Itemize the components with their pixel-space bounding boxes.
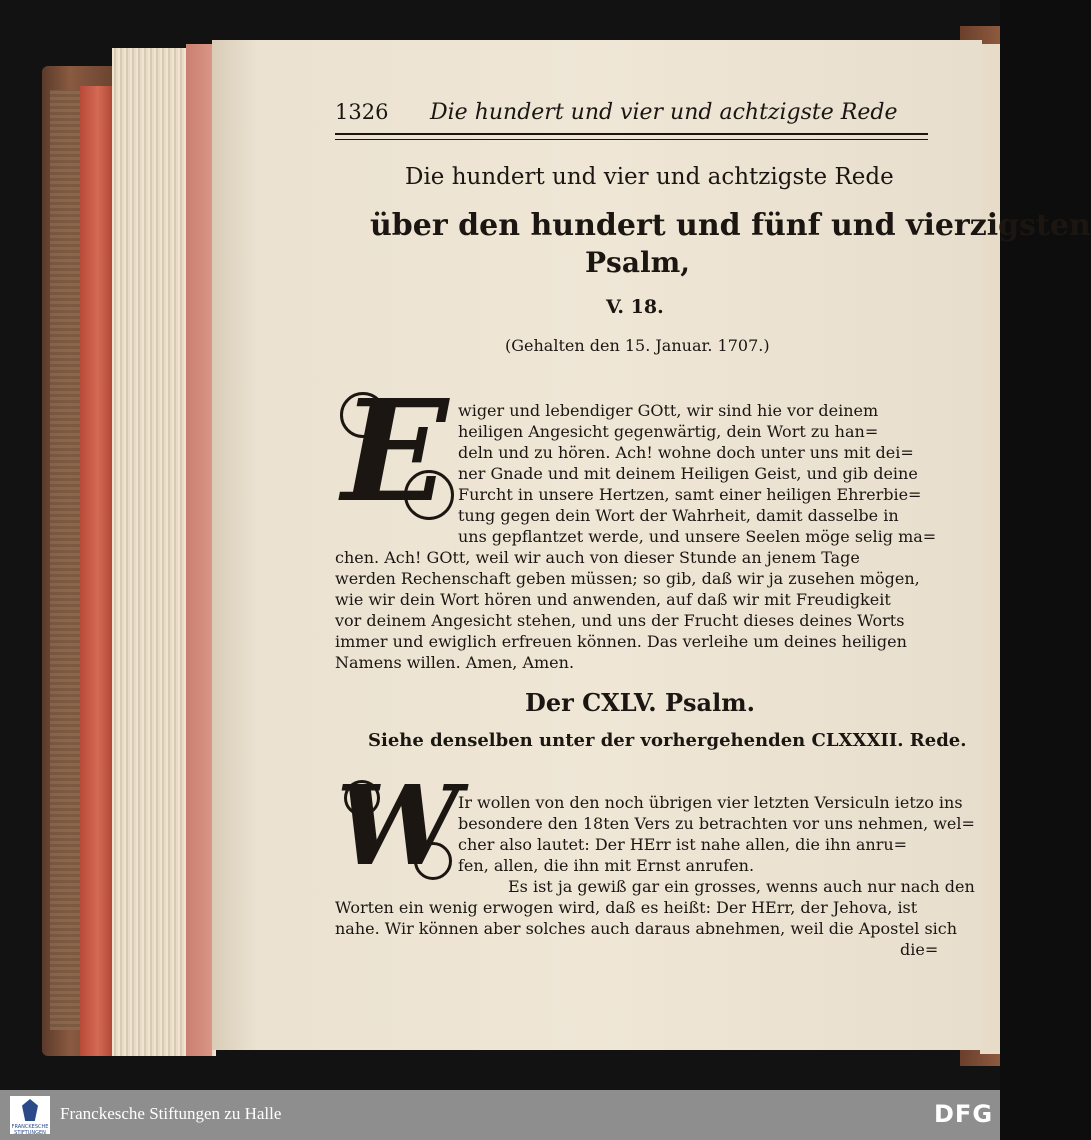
prayer-line: chen. Ach! GOtt, weil wir auch von dieser Stunde an jenem Tage [335,548,860,567]
prayer-line: immer und ewiglich erfreuen können. Das verleihe um deines heiligen [335,632,907,651]
sermon-line: Ir wollen von den noch übrigen vier letzten Versiculn ietzo ins [458,793,963,812]
header-rule [335,133,928,140]
prayer-line: Namens willen. Amen, Amen. [335,653,575,672]
sermon-line: besondere den 18ten Vers zu betrachten vor uns nehmen, wel= [458,814,975,833]
initial-flourish [414,842,452,880]
sermon-line: Es ist ja gewiß gar ein grosses, wenns auch nur nach den [508,877,975,896]
logo-caption: FRANCKESCHE STIFTUNGEN [11,1124,49,1136]
verse-reference: V. 18. [606,296,664,318]
sermon-line: Worten ein wenig erwogen wird, daß es heißt: Der HErr, der Jehova, ist [335,898,918,917]
prayer-line: Furcht in unsere Hertzen, samt einer heiligen Ehrerbie= [458,485,922,504]
prayer-line: deln und zu hören. Ach! wohne doch unter uns mit dei= [458,443,914,462]
prayer-line: vor deinem Angesicht stehen, und uns der Frucht dieses deines Worts [335,611,905,630]
cover-texture [50,90,84,1030]
decorated-initial-w: W [336,761,460,890]
catchword: die= [900,940,939,959]
held-date: (Gehalten den 15. Januar. 1707.) [505,336,770,355]
prayer-line: wiger und lebendiger GOtt, wir sind hie vor deinem [458,401,879,420]
running-title: Die hundert und vier und achtzigste Rede [430,100,898,125]
red-page-edge [80,86,116,1056]
page-number: 1326 [335,100,389,124]
initial-flourish [404,470,454,520]
sermon-line: fen, allen, die ihn mit Ernst anrufen. [458,856,755,875]
sermon-title-line-3: Psalm, [585,246,690,279]
prayer-line: wie wir dein Wort hören und anwenden, auf daß wir mit Freudigkeit [335,590,891,609]
decorated-initial-e: E [341,370,449,534]
psalm-heading: Der CXLV. Psalm. [525,688,755,717]
initial-flourish [344,780,380,816]
prayer-line: tung gegen dein Wort der Wahrheit, damit dasselbe in [458,506,899,525]
sermon-line: nahe. Wir können aber solches auch daraus abnehmen, weil die Apostel sich [335,919,958,938]
initial-flourish [340,392,386,438]
sermon-title-line-1: Die hundert und vier und achtzigste Rede [405,164,894,190]
institution-name: Franckesche Stiftungen zu Halle [60,1104,282,1123]
prayer-line: ner Gnade und mit deinem Heiligen Geist, und gib deine [458,464,918,483]
sermon-title-line-2: über den hundert und fünf und vierzigsten [370,208,1091,243]
page-stack-edge [186,44,212,1056]
prayer-line: uns gepflantzet werde, und unsere Seelen möge selig ma= [458,527,937,546]
dfg-logo[interactable]: DFG [934,1100,994,1128]
prayer-line: werden Rechenschaft geben müssen; so gib, daß wir ja zusehen mögen, [335,569,920,588]
prayer-line: heiligen Angesicht gegenwärtig, dein Wort zu han= [458,422,879,441]
psalm-subheading: Siehe denselben unter der vorhergehenden CLXXXII. Rede. [368,730,967,751]
sermon-line: cher also lautet: Der HErr ist nahe allen, die ihn anru= [458,835,908,854]
right-page-edge [980,44,1000,1054]
